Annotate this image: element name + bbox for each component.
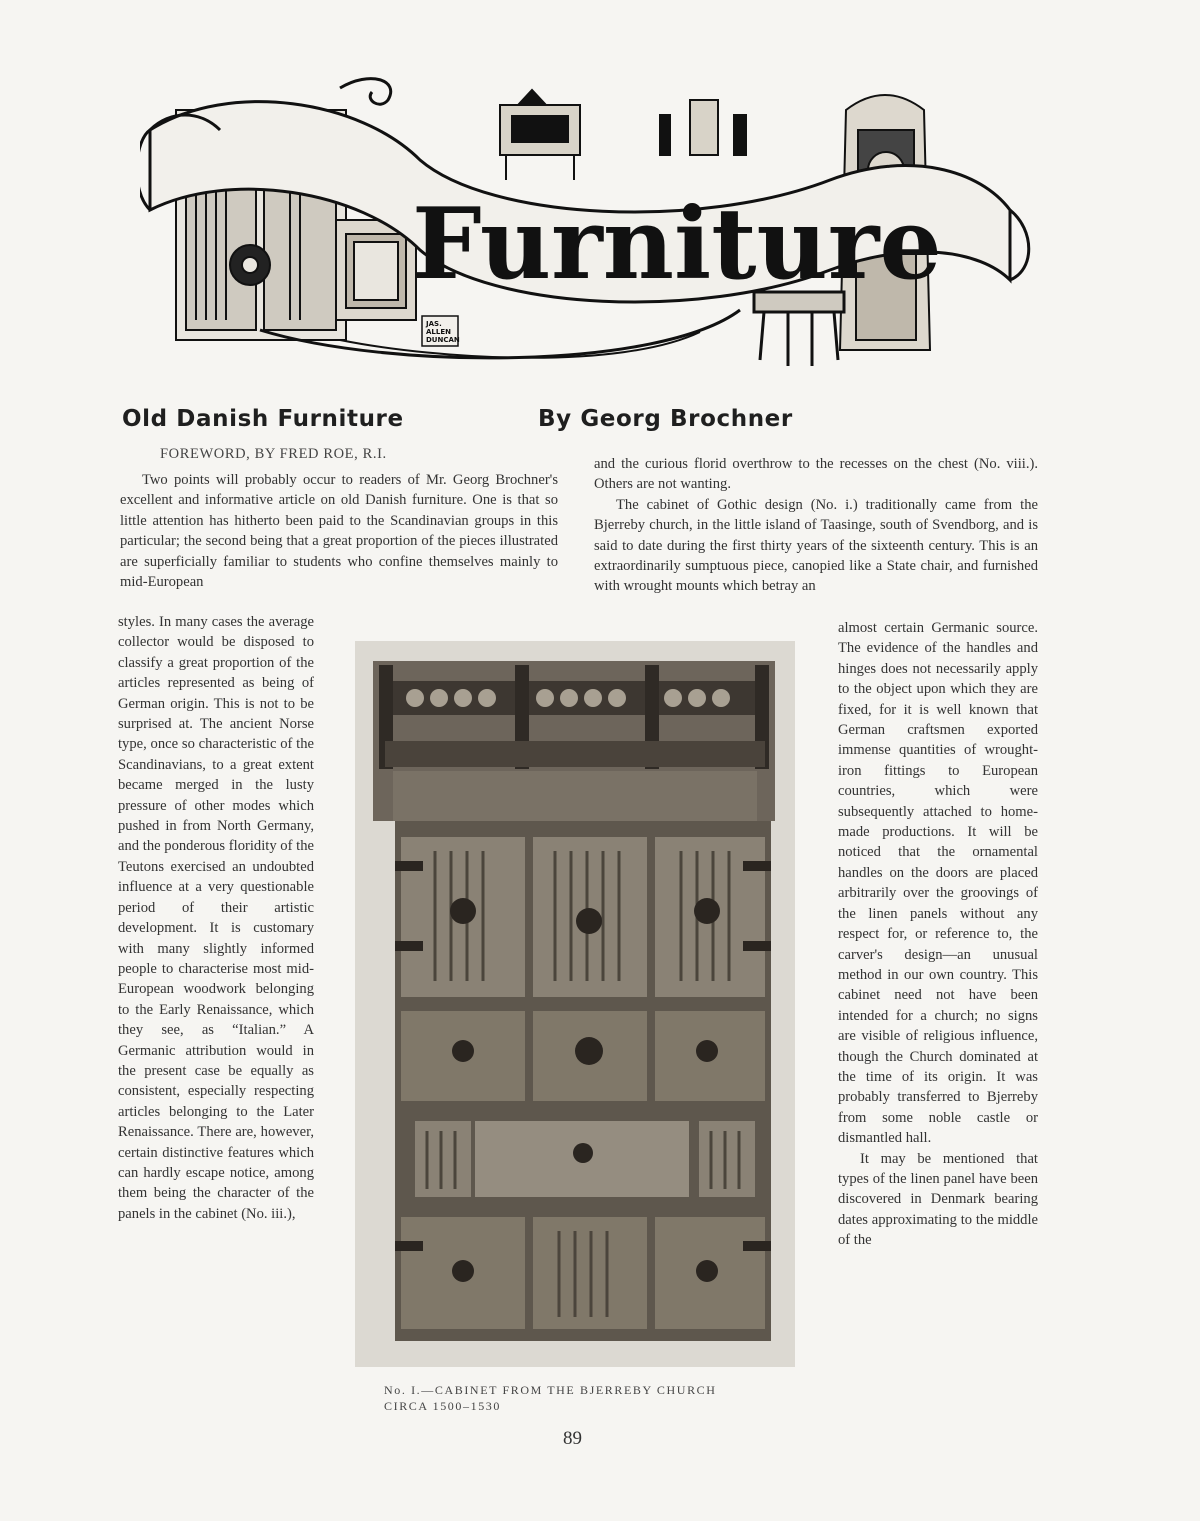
artist-mark-line-1: JAS.	[426, 320, 442, 328]
left-column-text-wrap	[118, 612, 314, 1224]
paragraph: and the curious florid overthrow to the recesses on the chest (No. viii.). Others are not wanting.	[594, 456, 1038, 493]
artist-monogram	[422, 316, 460, 346]
cabinet-photograph	[355, 641, 795, 1367]
banner-bottles	[660, 100, 746, 155]
right-column-text-top	[594, 454, 1038, 597]
right-column-text-wrap	[838, 618, 1038, 1251]
paragraph: It may be mentioned that types of the linen panel have been discovered in Denmark bearing dates approximating to the middle of the	[838, 1150, 1038, 1249]
figure-caption	[384, 1382, 784, 1414]
artist-mark-line-3: DUNCAN	[426, 336, 460, 344]
cabinet-body	[395, 821, 771, 1341]
banner-word: Furniture	[412, 187, 942, 302]
article-title: Old Danish Furniture	[122, 406, 404, 432]
cabinet-canopy	[373, 661, 775, 821]
banner-illustration	[140, 70, 1040, 390]
paragraph: Two points will probably occur to readers of Mr. Georg Brochner's excellent and informative article on old Danish furniture. One is that so little attention has hitherto been paid to the Scandinavian groups in this particular; the second being that a great proportion of the pieces illustrated are superficially familiar to students who confine themselves mainly to mid-European	[120, 472, 558, 591]
foreword-heading: FOREWORD, BY FRED ROE, R.I.	[160, 446, 387, 462]
caption-line-2: CIRCA 1500–1530	[384, 1399, 502, 1413]
paragraph: styles. In many cases the average collector would be disposed to classify a great proportion of the articles represented as being of German origin. This is not to be surprised at. The ancient Norse type, once so characteristic of the Scandinavians, to a great extent became merged in the lusty pressure of other modes which pushed in from North Germany, and the ponderous floridity of the Teutons exercised an undoubted influence at a very questionable period of their artistic development. It is customary with many slightly informed people to characterise most mid-European woodwork belonging to the Early Renaissance, which they see, as “Italian.” A Germanic attribution would in the present case be equally as consistent, especially respecting articles belonging to the Later Renaissance. There are, however, certain distinctive features which can hardly escape notice, among them being the character of the panels in the cabinet (No. iii.),	[118, 614, 314, 1222]
article-author: By Georg Brochner	[538, 406, 793, 432]
paragraph: almost certain Germanic source. The evidence of the handles and hinges does not necessarily apply to the object upon which they are fixed, for it is well known that German craftsmen exported immense quantities of wrought-iron fittings to European countries, which were subsequently attached to home-made productions. It will be noticed that the ornamental handles on the doors are placed arbitrarily over the groovings of the linen panels without any respect for, or reference to, the carver's design—an unusual method in our own country. This cabinet need not have been intended for a church; no signs are visible of religious influence, though the Church dominated at the time of its origin. It was probably transferred to Bjerreby from some noble castle or dismantled hall.	[838, 620, 1038, 1147]
left-column-text-top	[120, 470, 558, 592]
cabinet-illustration	[355, 641, 795, 1367]
paragraph: The cabinet of Gothic design (No. i.) traditionally came from the Bjerreby church, in the little island of Taasinge, south of Svendborg, and is said to date during the first thirty years of the sixteenth century. This is an extraordinarily sumptuous piece, canopied like a State chair, and furnished with wrought mounts which betray an	[594, 496, 1038, 595]
banner-chair-top	[500, 90, 580, 180]
furniture-banner	[140, 70, 1040, 390]
banner-stool	[754, 292, 844, 366]
caption-line-1: No. I.—CABINET FROM THE BJERREBY CHURCH	[384, 1383, 717, 1397]
page-number: 89	[563, 1428, 582, 1449]
artist-mark-line-2: ALLEN	[426, 328, 451, 336]
